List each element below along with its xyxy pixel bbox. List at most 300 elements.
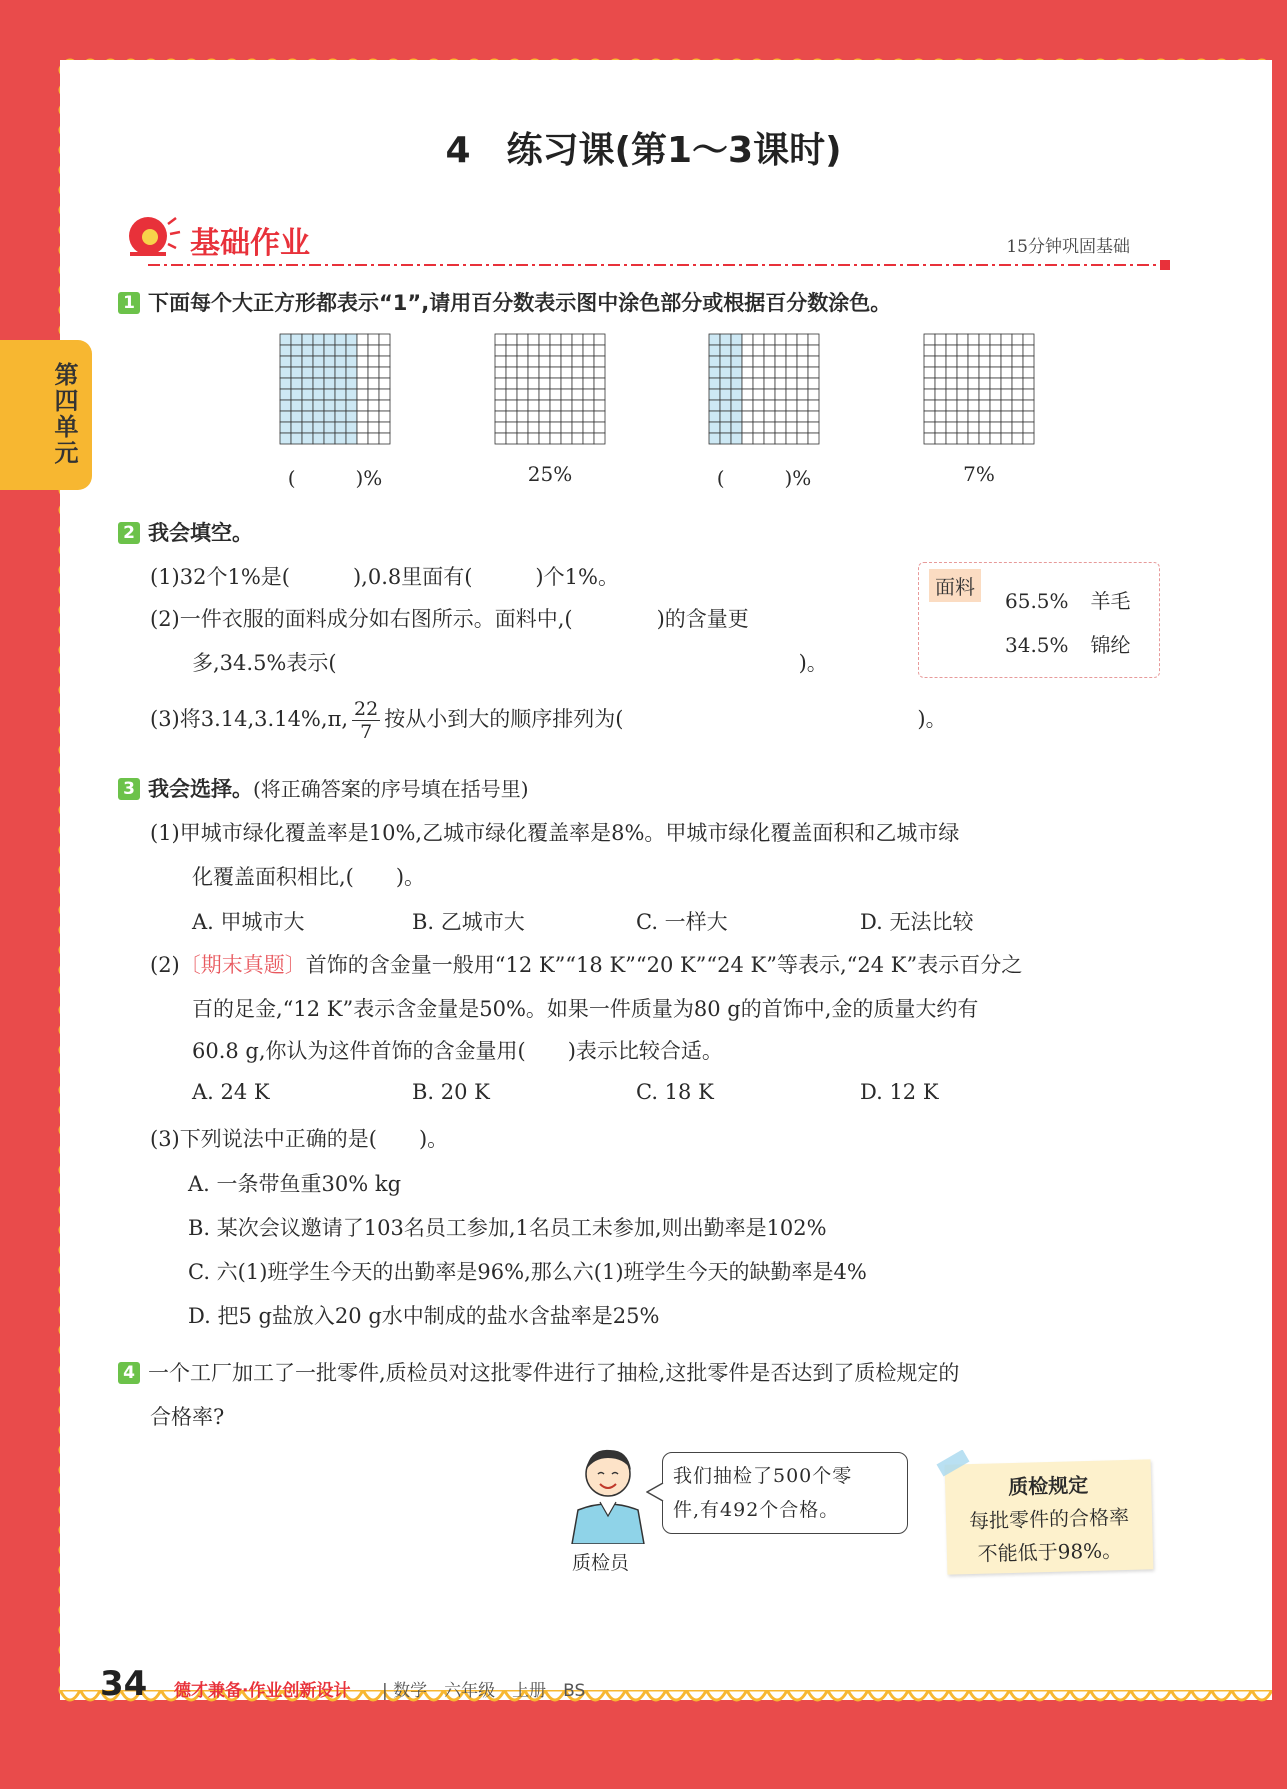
grid-cell[interactable] — [528, 334, 539, 345]
grid-cell[interactable] — [968, 400, 979, 411]
grid-cell-shaded[interactable] — [346, 411, 357, 422]
grid-cell[interactable] — [968, 356, 979, 367]
grid-cell[interactable] — [495, 433, 506, 444]
grid-cell[interactable] — [572, 334, 583, 345]
grid-cell[interactable] — [583, 400, 594, 411]
grid-cell[interactable] — [935, 356, 946, 367]
grid-cell[interactable] — [1023, 411, 1034, 422]
grid-cell[interactable] — [539, 433, 550, 444]
grid-cell[interactable] — [528, 433, 539, 444]
grid-cell[interactable] — [808, 400, 819, 411]
grid-cell[interactable] — [764, 433, 775, 444]
grid-cell[interactable] — [946, 433, 957, 444]
q3-p2-option-c[interactable]: C. 18 K — [636, 1080, 714, 1104]
grid-cell[interactable] — [1001, 433, 1012, 444]
grid-cell[interactable] — [935, 367, 946, 378]
grid-cell[interactable] — [1023, 367, 1034, 378]
grid-cell[interactable] — [528, 356, 539, 367]
grid-cell[interactable] — [583, 389, 594, 400]
grid-cell[interactable] — [1023, 389, 1034, 400]
grid-cell[interactable] — [561, 411, 572, 422]
grid-cell[interactable] — [742, 378, 753, 389]
grid-cell[interactable] — [550, 400, 561, 411]
grid-cell[interactable] — [517, 378, 528, 389]
grid-cell[interactable] — [1023, 422, 1034, 433]
grid-cell[interactable] — [572, 389, 583, 400]
grid-cell[interactable] — [957, 389, 968, 400]
grid-cell-shaded[interactable] — [720, 367, 731, 378]
grid-cell[interactable] — [990, 345, 1001, 356]
grid-cell[interactable] — [775, 411, 786, 422]
grid-cell[interactable] — [561, 345, 572, 356]
grid-cell[interactable] — [561, 334, 572, 345]
grid-cell[interactable] — [1012, 422, 1023, 433]
q3-p2-option-d[interactable]: D. 12 K — [860, 1080, 939, 1104]
grid-cell[interactable] — [968, 411, 979, 422]
grid-cell[interactable] — [539, 411, 550, 422]
grid-cell[interactable] — [968, 367, 979, 378]
grid-cell[interactable] — [935, 411, 946, 422]
grid-cell[interactable] — [786, 356, 797, 367]
grid-cell[interactable] — [517, 334, 528, 345]
grid-cell-shaded[interactable] — [731, 334, 742, 345]
grid-cell[interactable] — [594, 334, 605, 345]
grid-cell[interactable] — [550, 411, 561, 422]
grid-cell-shaded[interactable] — [709, 367, 720, 378]
grid-cell-shaded[interactable] — [324, 356, 335, 367]
grid-cell[interactable] — [572, 433, 583, 444]
grid-cell[interactable] — [786, 400, 797, 411]
grid-cell[interactable] — [742, 433, 753, 444]
grid-cell[interactable] — [1001, 334, 1012, 345]
grid-cell-shaded[interactable] — [280, 400, 291, 411]
grid-cell-shaded[interactable] — [324, 389, 335, 400]
grid-cell[interactable] — [379, 422, 390, 433]
grid-cell-shaded[interactable] — [720, 389, 731, 400]
grid-cell[interactable] — [561, 389, 572, 400]
grid-cell[interactable] — [594, 345, 605, 356]
grid-cell[interactable] — [368, 433, 379, 444]
grid-cell[interactable] — [924, 411, 935, 422]
grid-cell[interactable] — [1023, 356, 1034, 367]
grid-cell[interactable] — [786, 378, 797, 389]
grid-cell-shaded[interactable] — [709, 411, 720, 422]
grid-cell[interactable] — [742, 356, 753, 367]
q3-p1-option-b[interactable]: B. 乙城市大 — [412, 910, 525, 934]
grid-cell-shaded[interactable] — [731, 378, 742, 389]
grid-cell-shaded[interactable] — [302, 400, 313, 411]
grid-cell[interactable] — [506, 345, 517, 356]
grid-cell-shaded[interactable] — [280, 367, 291, 378]
grid-cell[interactable] — [594, 389, 605, 400]
grid-cell[interactable] — [539, 400, 550, 411]
grid-cell-shaded[interactable] — [346, 378, 357, 389]
grid-cell-shaded[interactable] — [346, 367, 357, 378]
grid-cell[interactable] — [935, 334, 946, 345]
grid-cell[interactable] — [990, 400, 1001, 411]
grid-cell-shaded[interactable] — [324, 433, 335, 444]
grid-cell[interactable] — [368, 334, 379, 345]
grid-cell[interactable] — [924, 433, 935, 444]
grid-cell[interactable] — [506, 367, 517, 378]
grid-cell[interactable] — [764, 389, 775, 400]
grid-cell[interactable] — [517, 400, 528, 411]
grid-cell-shaded[interactable] — [709, 345, 720, 356]
grid-cell[interactable] — [506, 411, 517, 422]
grid-cell[interactable] — [550, 378, 561, 389]
grid-cell-shaded[interactable] — [302, 367, 313, 378]
q3-p1-option-c[interactable]: C. 一样大 — [636, 910, 728, 934]
q3-p3-option-a[interactable]: A. 一条带鱼重30% kg — [188, 1172, 402, 1196]
grid-cell[interactable] — [946, 367, 957, 378]
grid-cell-shaded[interactable] — [291, 356, 302, 367]
grid-cell[interactable] — [1023, 400, 1034, 411]
grid-cell[interactable] — [808, 334, 819, 345]
grid-cell-shaded[interactable] — [731, 433, 742, 444]
grid-cell-shaded[interactable] — [313, 433, 324, 444]
grid-cell[interactable] — [1001, 356, 1012, 367]
grid-cell-shaded[interactable] — [709, 389, 720, 400]
grid-cell[interactable] — [775, 433, 786, 444]
grid-cell[interactable] — [775, 367, 786, 378]
grid-cell[interactable] — [957, 411, 968, 422]
grid-cell-shaded[interactable] — [302, 378, 313, 389]
grid-cell[interactable] — [1012, 389, 1023, 400]
grid-cell[interactable] — [924, 345, 935, 356]
grid-cell[interactable] — [786, 334, 797, 345]
grid-cell-shaded[interactable] — [720, 433, 731, 444]
grid-cell[interactable] — [742, 422, 753, 433]
grid-cell[interactable] — [1001, 345, 1012, 356]
grid-cell[interactable] — [506, 422, 517, 433]
grid-cell[interactable] — [935, 378, 946, 389]
grid-cell[interactable] — [583, 411, 594, 422]
grid-cell-shaded[interactable] — [731, 367, 742, 378]
grid-cell[interactable] — [550, 367, 561, 378]
grid-cell-shaded[interactable] — [731, 422, 742, 433]
grid-cell[interactable] — [517, 433, 528, 444]
grid-cell-shaded[interactable] — [324, 400, 335, 411]
grid-cell[interactable] — [935, 422, 946, 433]
grid-cell[interactable] — [797, 389, 808, 400]
grid-cell[interactable] — [946, 411, 957, 422]
grid-cell[interactable] — [528, 411, 539, 422]
grid-cell-shaded[interactable] — [302, 411, 313, 422]
grid-cell[interactable] — [528, 367, 539, 378]
grid-cell[interactable] — [368, 389, 379, 400]
grid-cell[interactable] — [528, 389, 539, 400]
grid-cell[interactable] — [495, 389, 506, 400]
grid-cell[interactable] — [583, 356, 594, 367]
grid-cell[interactable] — [968, 433, 979, 444]
grid-cell[interactable] — [753, 433, 764, 444]
q3-p1-option-d[interactable]: D. 无法比较 — [860, 910, 974, 934]
grid-cell[interactable] — [957, 433, 968, 444]
grid-cell[interactable] — [583, 334, 594, 345]
grid-cell[interactable] — [946, 378, 957, 389]
grid-cell[interactable] — [594, 433, 605, 444]
grid-cell-shaded[interactable] — [313, 422, 324, 433]
grid-cell[interactable] — [572, 378, 583, 389]
grid-cell-shaded[interactable] — [346, 389, 357, 400]
grid-1-answer[interactable]: ( )% — [287, 466, 383, 490]
grid-cell-shaded[interactable] — [720, 411, 731, 422]
grid-cell-shaded[interactable] — [335, 345, 346, 356]
grid-cell-shaded[interactable] — [731, 356, 742, 367]
grid-cell-shaded[interactable] — [291, 411, 302, 422]
grid-cell[interactable] — [808, 356, 819, 367]
grid-cell-shaded[interactable] — [280, 356, 291, 367]
grid-cell[interactable] — [506, 400, 517, 411]
grid-cell[interactable] — [808, 345, 819, 356]
grid-cell-shaded[interactable] — [720, 334, 731, 345]
grid-cell[interactable] — [539, 367, 550, 378]
grid-cell[interactable] — [924, 389, 935, 400]
grid-cell[interactable] — [935, 400, 946, 411]
grid-cell-shaded[interactable] — [291, 378, 302, 389]
grid-cell[interactable] — [506, 433, 517, 444]
grid-cell[interactable] — [775, 345, 786, 356]
grid-cell-shaded[interactable] — [324, 378, 335, 389]
grid-cell-shaded[interactable] — [280, 389, 291, 400]
grid-cell[interactable] — [550, 345, 561, 356]
grid-cell[interactable] — [775, 378, 786, 389]
grid-cell[interactable] — [495, 400, 506, 411]
grid-cell[interactable] — [1001, 389, 1012, 400]
grid-cell-shaded[interactable] — [324, 411, 335, 422]
grid-cell[interactable] — [539, 422, 550, 433]
grid-cell[interactable] — [1001, 400, 1012, 411]
grid-cell[interactable] — [539, 345, 550, 356]
grid-cell-shaded[interactable] — [709, 356, 720, 367]
grid-cell-shaded[interactable] — [291, 389, 302, 400]
grid-cell[interactable] — [764, 356, 775, 367]
grid-cell[interactable] — [357, 334, 368, 345]
grid-cell[interactable] — [808, 367, 819, 378]
grid-cell[interactable] — [786, 422, 797, 433]
grid-cell-shaded[interactable] — [313, 400, 324, 411]
q3-p1-option-a[interactable]: A. 甲城市大 — [192, 910, 305, 934]
grid-cell-shaded[interactable] — [335, 411, 346, 422]
grid-cell-shaded[interactable] — [302, 334, 313, 345]
grid-cell[interactable] — [742, 367, 753, 378]
grid-cell-shaded[interactable] — [324, 422, 335, 433]
grid-cell-shaded[interactable] — [291, 422, 302, 433]
grid-cell[interactable] — [990, 389, 1001, 400]
q3-p2-option-a[interactable]: A. 24 K — [192, 1080, 270, 1104]
grid-cell-shaded[interactable] — [324, 345, 335, 356]
grid-cell-shaded[interactable] — [302, 422, 313, 433]
grid-cell[interactable] — [786, 367, 797, 378]
grid-cell[interactable] — [1023, 345, 1034, 356]
grid-cell-shaded[interactable] — [709, 433, 720, 444]
grid-cell[interactable] — [1001, 367, 1012, 378]
grid-cell[interactable] — [379, 367, 390, 378]
grid-cell[interactable] — [583, 345, 594, 356]
grid-cell[interactable] — [517, 367, 528, 378]
grid-cell-shaded[interactable] — [335, 378, 346, 389]
grid-cell-shaded[interactable] — [335, 389, 346, 400]
grid-cell-shaded[interactable] — [313, 411, 324, 422]
grid-cell[interactable] — [957, 378, 968, 389]
grid-cell-shaded[interactable] — [731, 345, 742, 356]
grid-cell[interactable] — [968, 334, 979, 345]
grid-cell[interactable] — [368, 378, 379, 389]
q3-p3-option-c[interactable]: C. 六(1)班学生今天的出勤率是96%,那么六(1)班学生今天的缺勤率是4% — [188, 1260, 867, 1284]
grid-cell[interactable] — [583, 433, 594, 444]
grid-cell[interactable] — [357, 411, 368, 422]
grid-cell-shaded[interactable] — [346, 422, 357, 433]
grid-cell[interactable] — [753, 378, 764, 389]
q2-line-1[interactable]: (1)32个1%是( ),0.8里面有( )个1%。 — [150, 565, 619, 589]
q3-p3-option-d[interactable]: D. 把5 g盐放入20 g水中制成的盐水含盐率是25% — [188, 1304, 660, 1328]
grid-cell-shaded[interactable] — [313, 378, 324, 389]
grid-cell-shaded[interactable] — [291, 400, 302, 411]
grid-cell[interactable] — [572, 400, 583, 411]
grid-cell[interactable] — [495, 411, 506, 422]
grid-cell[interactable] — [990, 422, 1001, 433]
grid-cell[interactable] — [572, 345, 583, 356]
grid-cell[interactable] — [753, 345, 764, 356]
grid-cell[interactable] — [753, 389, 764, 400]
grid-cell-shaded[interactable] — [720, 422, 731, 433]
grid-cell[interactable] — [368, 422, 379, 433]
grid-cell[interactable] — [797, 334, 808, 345]
grid-cell[interactable] — [495, 345, 506, 356]
grid-cell[interactable] — [797, 367, 808, 378]
grid-cell[interactable] — [539, 389, 550, 400]
grid-cell[interactable] — [506, 389, 517, 400]
grid-cell-shaded[interactable] — [720, 378, 731, 389]
grid-cell[interactable] — [506, 334, 517, 345]
grid-cell-shaded[interactable] — [302, 433, 313, 444]
grid-cell[interactable] — [368, 411, 379, 422]
grid-cell[interactable] — [742, 411, 753, 422]
grid-cell[interactable] — [924, 367, 935, 378]
grid-cell[interactable] — [775, 400, 786, 411]
grid-cell-shaded[interactable] — [346, 356, 357, 367]
grid-cell[interactable] — [1001, 422, 1012, 433]
grid-cell[interactable] — [946, 334, 957, 345]
grid-cell[interactable] — [797, 345, 808, 356]
grid-cell[interactable] — [379, 334, 390, 345]
grid-cell[interactable] — [797, 422, 808, 433]
grid-cell[interactable] — [517, 422, 528, 433]
grid-cell-shaded[interactable] — [280, 378, 291, 389]
grid-cell[interactable] — [357, 356, 368, 367]
grid-cell[interactable] — [1012, 400, 1023, 411]
grid-cell[interactable] — [357, 400, 368, 411]
grid-cell-shaded[interactable] — [280, 433, 291, 444]
grid-cell-shaded[interactable] — [280, 422, 291, 433]
grid-cell[interactable] — [495, 378, 506, 389]
grid-cell[interactable] — [957, 356, 968, 367]
grid-cell[interactable] — [1012, 345, 1023, 356]
grid-cell[interactable] — [572, 356, 583, 367]
grid-cell[interactable] — [968, 422, 979, 433]
grid-cell[interactable] — [561, 367, 572, 378]
grid-cell[interactable] — [368, 356, 379, 367]
q3-p2-line-3[interactable]: 60.8 g,你认为这件首饰的含金量用( )表示比较合适。 — [192, 1039, 723, 1063]
grid-cell[interactable] — [786, 433, 797, 444]
grid-cell-shaded[interactable] — [720, 345, 731, 356]
grid-cell-shaded[interactable] — [346, 334, 357, 345]
grid-cell[interactable] — [753, 356, 764, 367]
grid-cell[interactable] — [1001, 411, 1012, 422]
q3-p3-option-b[interactable]: B. 某次会议邀请了103名员工参加,1名员工未参加,则出勤率是102% — [188, 1216, 827, 1240]
grid-cell[interactable] — [517, 389, 528, 400]
grid-cell[interactable] — [379, 411, 390, 422]
grid-cell[interactable] — [1023, 378, 1034, 389]
grid-cell[interactable] — [539, 356, 550, 367]
grid-cell[interactable] — [990, 334, 1001, 345]
grid-cell[interactable] — [935, 389, 946, 400]
grid-cell-shaded[interactable] — [346, 345, 357, 356]
grid-cell[interactable] — [379, 400, 390, 411]
grid-cell[interactable] — [946, 389, 957, 400]
grid-cell[interactable] — [528, 400, 539, 411]
q3-p1-line-2[interactable]: 化覆盖面积相比,( )。 — [192, 865, 426, 889]
q3-p2-option-b[interactable]: B. 20 K — [412, 1080, 490, 1104]
grid-cell[interactable] — [357, 422, 368, 433]
grid-cell[interactable] — [550, 433, 561, 444]
grid-cell-shaded[interactable] — [335, 400, 346, 411]
grid-cell[interactable] — [764, 400, 775, 411]
grid-cell[interactable] — [764, 345, 775, 356]
grid-cell[interactable] — [594, 422, 605, 433]
grid-cell-shaded[interactable] — [324, 367, 335, 378]
grid-cell[interactable] — [786, 345, 797, 356]
grid-cell[interactable] — [1012, 433, 1023, 444]
grid-cell[interactable] — [979, 367, 990, 378]
grid-cell[interactable] — [990, 367, 1001, 378]
grid-cell[interactable] — [990, 356, 1001, 367]
grid-cell[interactable] — [528, 378, 539, 389]
grid-cell[interactable] — [764, 422, 775, 433]
grid-cell[interactable] — [561, 400, 572, 411]
grid-cell[interactable] — [357, 367, 368, 378]
grid-cell[interactable] — [561, 356, 572, 367]
grid-cell-shaded[interactable] — [313, 345, 324, 356]
grid-cell[interactable] — [946, 356, 957, 367]
grid-cell[interactable] — [550, 334, 561, 345]
grid-cell[interactable] — [742, 400, 753, 411]
grid-cell[interactable] — [979, 378, 990, 389]
grid-cell[interactable] — [797, 433, 808, 444]
grid-cell[interactable] — [379, 433, 390, 444]
grid-cell-shaded[interactable] — [302, 389, 313, 400]
grid-cell[interactable] — [357, 345, 368, 356]
grid-cell[interactable] — [808, 389, 819, 400]
grid-cell[interactable] — [1012, 411, 1023, 422]
grid-cell-shaded[interactable] — [335, 433, 346, 444]
grid-cell[interactable] — [775, 422, 786, 433]
grid-cell[interactable] — [797, 400, 808, 411]
grid-cell[interactable] — [764, 367, 775, 378]
grid-cell[interactable] — [742, 334, 753, 345]
grid-cell[interactable] — [797, 378, 808, 389]
grid-cell[interactable] — [775, 356, 786, 367]
grid-cell[interactable] — [539, 378, 550, 389]
grid-cell[interactable] — [764, 411, 775, 422]
grid-cell-shaded[interactable] — [313, 334, 324, 345]
grid-cell[interactable] — [495, 334, 506, 345]
grid-cell[interactable] — [797, 411, 808, 422]
grid-cell[interactable] — [924, 378, 935, 389]
grid-cell[interactable] — [539, 334, 550, 345]
q2-line-3[interactable]: 多,34.5%表示( )。 — [192, 651, 828, 675]
grid-cell[interactable] — [753, 400, 764, 411]
